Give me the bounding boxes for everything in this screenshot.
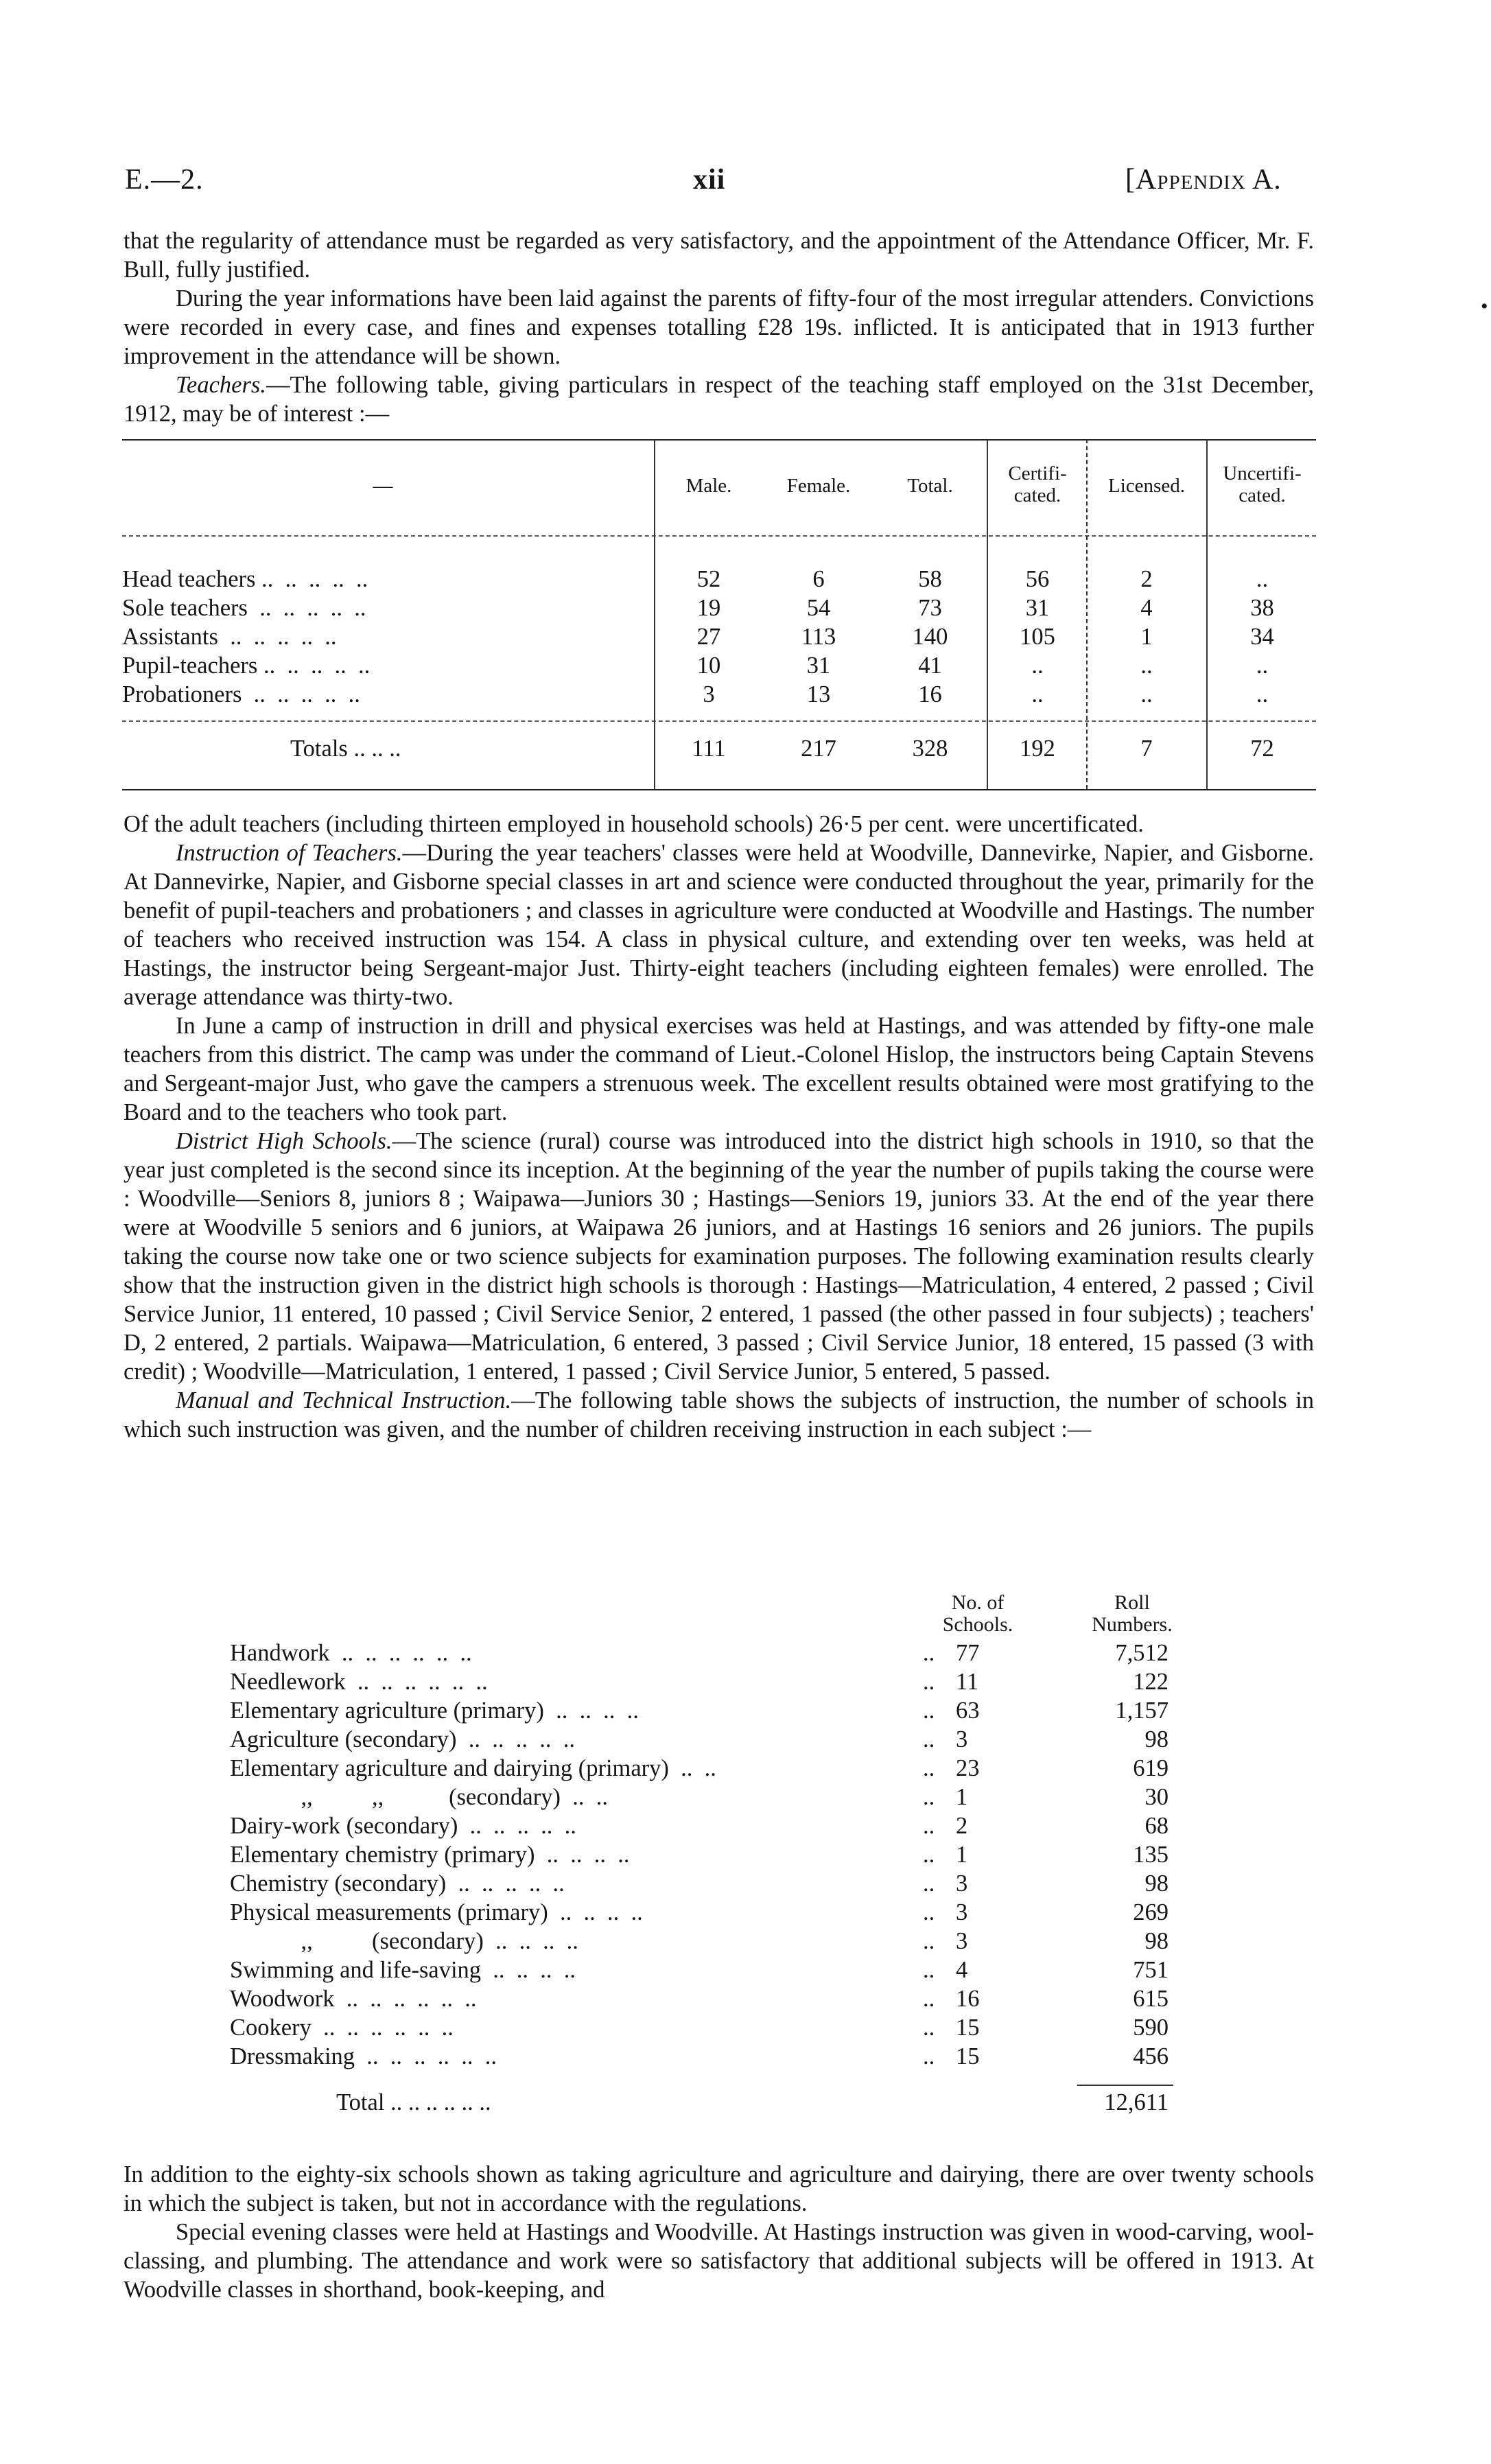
table-row	[230, 1726, 1259, 1755]
leader-dots: ..	[923, 1755, 935, 1781]
cell-male: 19	[696, 595, 721, 621]
paragraph-teachers	[124, 371, 1314, 428]
subject-label: Physical measurements (primary) .. .. .. ..	[230, 1899, 643, 1925]
table-row	[230, 1928, 1259, 1957]
table-row	[230, 1899, 1259, 1928]
cell-uncertificated: 38	[1250, 595, 1274, 621]
leader-dots: ..	[923, 1870, 935, 1897]
heading-district-high: District High Schools.	[176, 1128, 392, 1154]
table-row	[230, 1755, 1259, 1784]
leader-dots: ..	[923, 1986, 935, 2012]
table-row	[230, 1698, 1259, 1726]
schools-count: 11	[956, 1669, 979, 1695]
paragraph-instruction-text: —During the year teachers' classes were held at Woodville, Dannevirke, Napier, and Gisborne. At Dannevirke, Napier, and Gisborne special classes in art and science were conducted throughout the year, primarily for the benefit of pupil-teachers and probationers ; and classes in agriculture were conducted at Woodville and Hastings. The number of teachers who received instruction was 154. A class in physical culture, and extending over ten weeks, was held at Hastings, the instructor being Sergeant-major Just. Thirty-eight teachers (including eighteen females) were enrolled. The average attendance was thirty-two.	[124, 840, 1314, 1010]
paragraph-manual-text: —The following table shows the subjects of instruction, the number of schools in which such instruction was given, and the number of children receiving instruction in each subject :—	[124, 1387, 1314, 1442]
cell-licensed: ..	[1140, 681, 1153, 707]
total-roll: 12,611	[1104, 2089, 1169, 2115]
leader-dots: ..	[923, 2015, 935, 2041]
totals-certificated: 192	[1020, 736, 1055, 762]
header-corner: —	[373, 475, 393, 497]
subject-label: Elementary chemistry (primary) .. .. .. ..	[230, 1842, 630, 1868]
cell-total: 41	[918, 653, 942, 679]
subject-label: Dressmaking .. .. .. .. .. ..	[230, 2043, 497, 2069]
roll-number: 590	[1133, 2015, 1169, 2041]
row-label	[122, 681, 644, 708]
subject-label: Swimming and life-saving .. .. .. ..	[230, 1957, 576, 1983]
table-row	[230, 2043, 1259, 2072]
cell-male: 10	[696, 653, 721, 679]
roll-number: 1,157	[1115, 1698, 1169, 1724]
table-row	[230, 1842, 1259, 1870]
cell-female: 31	[806, 653, 831, 679]
roll-number: 98	[1144, 1870, 1169, 1897]
cell-licensed: ..	[1140, 653, 1153, 679]
schools-count: 1	[956, 1784, 968, 1810]
cell-female: 6	[812, 566, 825, 592]
header-schools: No. of Schools.	[942, 1591, 1013, 1636]
schools-count: 4	[956, 1957, 968, 1983]
cell-male: 52	[696, 566, 721, 592]
column-divider	[1206, 439, 1208, 789]
heading-teachers: Teachers.	[176, 372, 266, 398]
paragraph-teachers-text: —The following table, giving particulars in respect of the teaching staff employed on the 31st December, 1912, may be of interest :—	[124, 372, 1314, 427]
roll-number: 619	[1133, 1755, 1169, 1781]
leader-dots: ..	[923, 1726, 935, 1752]
closing-section	[124, 2160, 1314, 2304]
paragraph-attendance: that the regularity of attendance must be regarded as very satisfactory, and the appointment of the Attendance Officer, Mr. F. Bull, fully justified.	[124, 228, 1314, 283]
totals-label	[290, 736, 647, 762]
paragraph-uncertificated: Of the adult teachers (including thirteen employed in household schools) 26·5 per cent. were uncertificated.	[124, 811, 1144, 837]
schools-count: 3	[956, 1928, 968, 1954]
paragraph-manual	[124, 1386, 1314, 1444]
paragraph-district-high-text: —The science (rural) course was introduced into the district high schools in 1910, so that the year just completed is the second since its inception. At the beginning of the year the number of pupils taking the course were : Woodville—Seniors 8, juniors 8 ; Waipawa—Juniors 30 ; Hastings—Seniors 19, juniors 33. At the end of the year there were at Woodville 5 seniors and 6 juniors, at Waipawa 26 juniors, and at Hastings 16 seniors and 26 juniors. The pupils taking the course now take one or two science subjects for examination purposes. The following examination results clearly show that the instruction given in the district high schools is thorough : Hastings—Matriculation, 4 entered, 2 passed ; Civil Service Junior, 11 entered, 10 passed ; Civil Service Senior, 2 entered, 1 passed (the other passed in four subjects) ; teachers' D, 2 entered, 2 partials. Waipawa—Matriculation, 6 entered, 3 passed ; Civil Service Junior, 18 entered, 15 passed (3 with credit) ; Woodville—Matriculation, 1 entered, 1 passed ; Civil Service Junior, 5 entered, 5 passed.	[124, 1128, 1314, 1385]
cell-total: 140	[912, 624, 948, 650]
paragraph-evening: Special evening classes were held at Hastings and Woodville. At Hastings instruction was given in wood-carving, wool-classing, and plumbing. The attendance and work were so satisfactory that additional subjects will be offered in 1913. At Woodville classes in shorthand, book-keeping, and	[124, 2219, 1314, 2303]
total-row	[230, 2089, 1259, 2118]
schools-count: 23	[956, 1755, 980, 1781]
cell-licensed: 2	[1140, 566, 1153, 592]
row-label	[122, 624, 644, 650]
leader-dots: .. .. .. .. ..	[247, 595, 366, 621]
total-label: Total .. .. .. .. .. ..	[336, 2089, 491, 2115]
totals-female: 217	[801, 736, 836, 762]
leader-dots: .. .. .. .. ..	[257, 653, 371, 679]
cell-uncertificated: ..	[1256, 566, 1269, 592]
cell-total: 58	[918, 566, 942, 592]
row-label	[122, 595, 644, 622]
leader-dots: ..	[923, 1640, 935, 1666]
leader-dots: ..	[923, 1813, 935, 1839]
header-female: Female.	[786, 475, 851, 497]
row-label-text: Probationers	[122, 681, 242, 707]
schools-count: 63	[956, 1698, 980, 1724]
manual-instruction-table	[230, 1592, 1259, 2127]
intro-section	[124, 226, 1314, 428]
total-rule	[1077, 2085, 1173, 2086]
paragraph-instruction	[124, 838, 1314, 1011]
teachers-table	[122, 439, 1316, 796]
roll-number: 7,512	[1115, 1640, 1169, 1666]
column-divider	[987, 439, 988, 789]
schools-count: 1	[956, 1842, 968, 1868]
roll-number: 98	[1144, 1726, 1169, 1752]
appendix-label: [Appendix A.	[1125, 164, 1282, 196]
cell-certificated: ..	[1031, 681, 1044, 707]
roll-number: 615	[1133, 1986, 1169, 2012]
subject-label: Dairy-work (secondary) .. .. .. .. ..	[230, 1813, 576, 1839]
schools-count: 3	[956, 1870, 968, 1897]
cell-licensed: 1	[1140, 624, 1153, 650]
paragraph-informations: During the year informations have been laid against the parents of fifty-four of the most irregular attenders. Convictions were recorded in every case, and fines and expenses totalling £28 19s. inflicted. It is anticipated that in 1913 further improvement in the attendance will be shown.	[124, 285, 1314, 369]
subject-label: Elementary agriculture (primary) .. .. .. ..	[230, 1698, 639, 1724]
leader-dots: ..	[923, 1842, 935, 1868]
subject-label: Chemistry (secondary) .. .. .. .. ..	[230, 1870, 565, 1897]
leader-dots: ..	[923, 1899, 935, 1925]
roll-number: 68	[1144, 1813, 1169, 1839]
table-totals-rule	[122, 720, 1316, 722]
totals-licensed: 7	[1140, 736, 1153, 762]
roll-number: 456	[1133, 2043, 1169, 2069]
roll-number: 30	[1144, 1784, 1169, 1810]
roll-number: 751	[1133, 1957, 1169, 1983]
leader-dots: ..	[923, 2043, 935, 2069]
header-uncertificated: Uncertifi- cated.	[1223, 462, 1302, 506]
row-label-text: Pupil-teachers	[122, 653, 258, 679]
table-header-rule	[122, 535, 1316, 537]
subject-label: Needlework .. .. .. .. .. ..	[230, 1669, 488, 1695]
cell-female: 54	[806, 595, 831, 621]
subject-label: Woodwork .. .. .. .. .. ..	[230, 1986, 477, 2012]
table-row	[230, 1669, 1259, 1698]
totals-label-text: Totals	[290, 736, 348, 762]
cell-total: 73	[918, 595, 942, 621]
totals-uncertificated: 72	[1250, 736, 1274, 762]
schools-count: 3	[956, 1726, 968, 1752]
totals-total: 328	[912, 736, 948, 762]
column-divider	[654, 439, 655, 789]
table-row	[230, 2015, 1259, 2043]
cell-uncertificated: 34	[1250, 624, 1274, 650]
subject-label: Elementary agriculture and dairying (primary) .. ..	[230, 1755, 716, 1781]
cell-total: 16	[918, 681, 942, 707]
roll-number: 122	[1133, 1669, 1169, 1695]
table-row	[230, 1957, 1259, 1986]
cell-certificated: ..	[1031, 653, 1044, 679]
leader-dots: .. .. .. .. ..	[218, 624, 337, 650]
table-top-rule	[122, 439, 1316, 441]
cell-uncertificated: ..	[1256, 653, 1269, 679]
heading-manual: Manual and Technical Instruction.	[176, 1387, 512, 1413]
row-label-text: Sole teachers	[122, 595, 248, 621]
schools-count: 3	[956, 1899, 968, 1925]
cell-female: 113	[801, 624, 836, 650]
leader-dots: .. .. .. .. ..	[255, 566, 368, 592]
leader-dots: ..	[923, 1784, 935, 1810]
cell-uncertificated: ..	[1256, 681, 1269, 707]
paragraph-agriculture: In addition to the eighty-six schools shown as taking agriculture and agriculture and dairying, there are over twenty schools in which the subject is taken, but not in accordance with the regulations.	[124, 2161, 1314, 2216]
header-total: Total.	[907, 475, 953, 497]
cell-female: 13	[806, 681, 831, 707]
body-section	[124, 810, 1314, 1444]
table-row	[230, 1784, 1259, 1813]
header-roll: Roll Numbers.	[1092, 1591, 1173, 1636]
row-label	[122, 653, 644, 679]
roll-number: 135	[1133, 1842, 1169, 1868]
header-male: Male.	[685, 475, 732, 497]
roll-number: 269	[1133, 1899, 1169, 1925]
paragraph-district-high	[124, 1127, 1314, 1386]
table-bottom-rule	[122, 789, 1316, 790]
totals-male: 111	[692, 736, 726, 762]
schools-count: 16	[956, 1986, 980, 2012]
page-number: xii	[693, 164, 726, 196]
leader-dots: .. .. .. .. ..	[242, 681, 360, 707]
heading-instruction: Instruction of Teachers.	[176, 840, 403, 866]
row-label	[122, 566, 644, 593]
subject-label: ,, (secondary) .. .. .. ..	[230, 1928, 578, 1954]
header-licensed: Licensed.	[1108, 475, 1185, 497]
schools-count: 77	[956, 1640, 980, 1666]
table-row	[230, 1813, 1259, 1842]
schools-count: 15	[956, 2043, 980, 2069]
page-code: E.—2.	[125, 164, 204, 196]
paragraph-camp: In June a camp of instruction in drill and physical exercises was held at Hastings, and was attended by fifty-one male teachers from this district. The camp was under the command of Lieut.-Colonel Hislop, the instructors being Captain Stevens and Sergeant-major Just, who gave the campers a strenuous week. The excellent results obtained were most gratifying to the Board and to the teachers who took part.	[124, 1013, 1314, 1125]
subject-label: Handwork .. .. .. .. .. ..	[230, 1640, 472, 1666]
subject-label: Cookery .. .. .. .. .. ..	[230, 2015, 454, 2041]
table-row	[230, 1640, 1259, 1669]
leader-dots: ..	[923, 1928, 935, 1954]
cell-licensed: 4	[1140, 595, 1153, 621]
cell-certificated: 56	[1025, 566, 1050, 592]
subject-label: Agriculture (secondary) .. .. .. .. ..	[230, 1726, 575, 1752]
cell-male: 3	[703, 681, 715, 707]
leader-dots: ..	[923, 1669, 935, 1695]
row-label-text: Head teachers	[122, 566, 256, 592]
column-divider	[1086, 439, 1088, 789]
schools-count: 15	[956, 2015, 980, 2041]
margin-mark: •	[1481, 295, 1488, 318]
row-label-text: Assistants	[122, 624, 218, 650]
leader-dots: ..	[923, 1957, 935, 1983]
leader-dots: ..	[923, 1698, 935, 1724]
table-row	[230, 1986, 1259, 2015]
table-row	[230, 1870, 1259, 1899]
leader-dots: .. .. ..	[347, 736, 401, 762]
roll-number: 98	[1144, 1928, 1169, 1954]
cell-certificated: 105	[1020, 624, 1055, 650]
subject-label: ,, ,, (secondary) .. ..	[230, 1784, 608, 1810]
cell-certificated: 31	[1025, 595, 1050, 621]
header-certificated: Certifi- cated.	[1008, 462, 1067, 506]
cell-male: 27	[696, 624, 721, 650]
schools-count: 2	[956, 1813, 968, 1839]
